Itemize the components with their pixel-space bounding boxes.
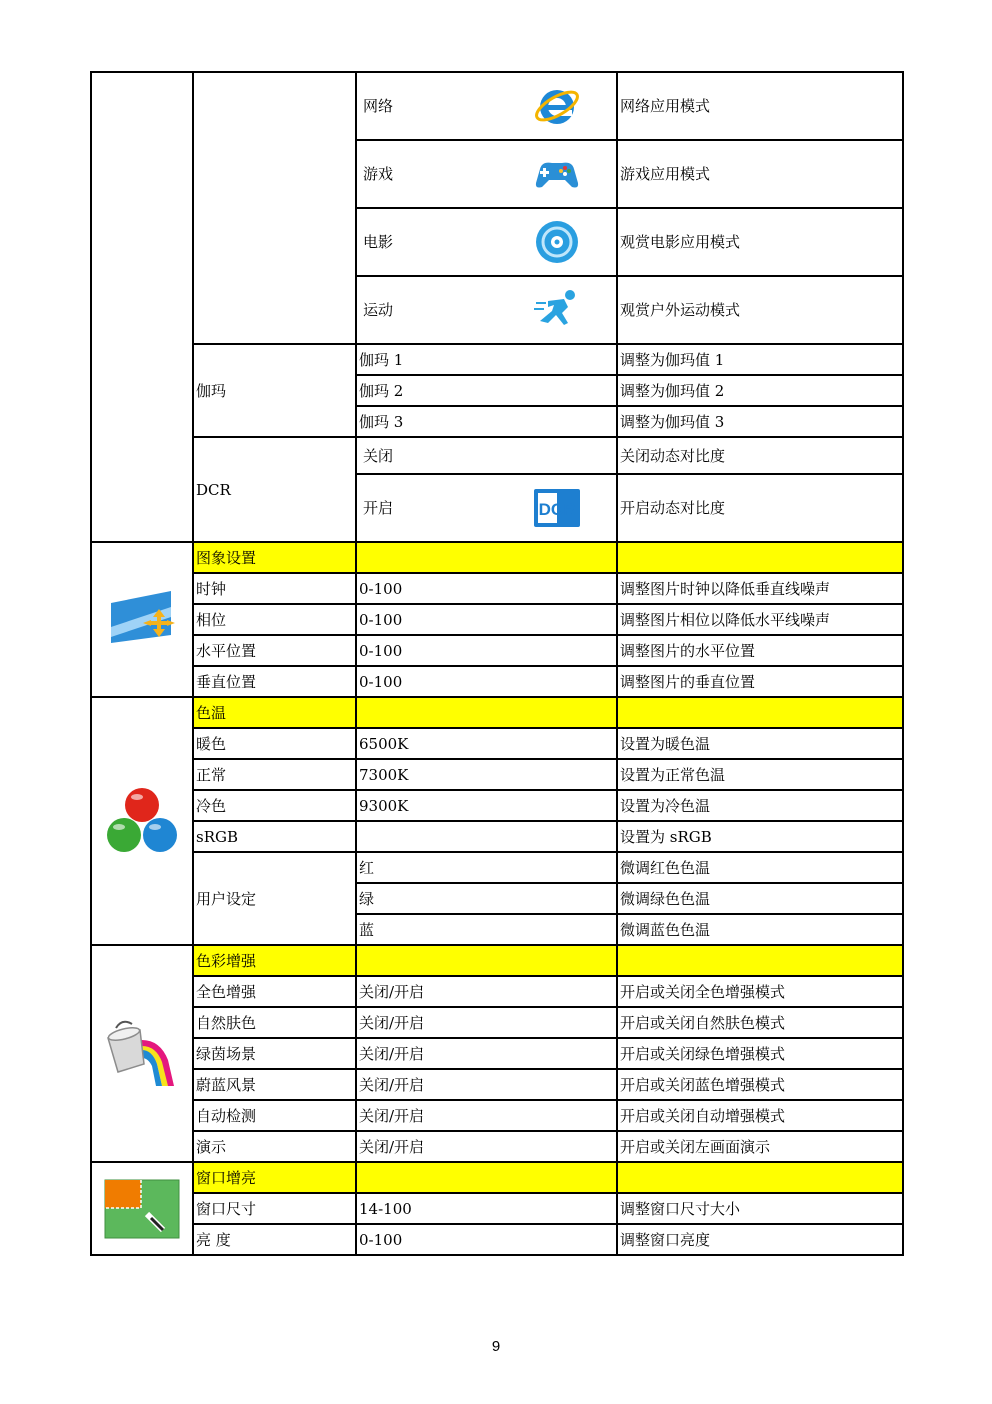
setting-desc: 调整窗口亮度 [617, 1224, 903, 1255]
setting-desc: 调整窗口尺寸大小 [617, 1193, 903, 1224]
setting-range: 14-100 [356, 1193, 617, 1224]
blank-item-cell [193, 72, 356, 344]
setting-range: 关闭/开启 [356, 1069, 617, 1100]
setting-range: 蓝 [356, 914, 617, 945]
highlight-cell [617, 1162, 903, 1193]
highlight-cell [356, 945, 617, 976]
setting-range: 关闭/开启 [356, 1100, 617, 1131]
color-temp-title: 色温 [193, 697, 356, 728]
highlight-cell [617, 697, 903, 728]
paint-bucket-rainbow-icon [102, 1016, 182, 1092]
dcr-on-cell [356, 474, 617, 542]
color-boost-title: 色彩增强 [193, 945, 356, 976]
rgb-balls-icon [104, 785, 180, 857]
runner-icon [532, 285, 582, 335]
highlight-cell [356, 1162, 617, 1193]
mode-cell [356, 140, 617, 208]
highlight-cell [356, 542, 617, 573]
internet-explorer-icon [532, 81, 582, 131]
table-row [91, 728, 903, 759]
setting-range: 6500K [356, 728, 617, 759]
setting-item: 暖色 [193, 728, 356, 759]
setting-desc: 调整图片的水平位置 [617, 635, 903, 666]
setting-desc: 调整图片的垂直位置 [617, 666, 903, 697]
dcr-icon-text: DCR [538, 500, 576, 519]
table-row [91, 573, 903, 604]
mode-desc: 观赏户外运动模式 [617, 276, 903, 344]
dcr-label: DCR [193, 437, 356, 542]
osd-menu-table [90, 71, 904, 1256]
mode-name: 游戏 [363, 165, 394, 183]
color-boost-icon-cell [91, 945, 193, 1162]
setting-desc: 微调绿色色温 [617, 883, 903, 914]
setting-item: 绿茵场景 [193, 1038, 356, 1069]
table-row [91, 697, 903, 728]
window-boost-icon [101, 1176, 183, 1242]
table-row [91, 945, 903, 976]
table-row [91, 759, 903, 790]
setting-desc: 设置为冷色温 [617, 790, 903, 821]
page-number: 9 [491, 1338, 501, 1355]
setting-desc: 开启或关闭绿色增强模式 [617, 1038, 903, 1069]
image-setup-title: 图象设置 [193, 542, 356, 573]
table-row [91, 666, 903, 697]
setting-item: 演示 [193, 1131, 356, 1162]
gamma-option: 伽玛 3 [356, 406, 617, 437]
setting-range: 0-100 [356, 573, 617, 604]
setting-item: 自动检测 [193, 1100, 356, 1131]
setting-item: 正常 [193, 759, 356, 790]
setting-range: 红 [356, 852, 617, 883]
table-row [91, 1224, 903, 1255]
highlight-cell [617, 945, 903, 976]
setting-range: 9300K [356, 790, 617, 821]
setting-range: 0-100 [356, 635, 617, 666]
setting-desc: 设置为正常色温 [617, 759, 903, 790]
table-row [91, 1007, 903, 1038]
color-temp-icon-cell [91, 697, 193, 945]
image-setup-icon [107, 587, 177, 653]
mode-desc: 观赏电影应用模式 [617, 208, 903, 276]
setting-range: 7300K [356, 759, 617, 790]
dcr-off-value: 关闭 [356, 437, 617, 474]
setting-desc: 开启或关闭自然肤色模式 [617, 1007, 903, 1038]
gamma-desc: 调整为伽玛值 3 [617, 406, 903, 437]
setting-item: 相位 [193, 604, 356, 635]
user-setting-label: 用户设定 [193, 852, 356, 945]
gamma-label: 伽玛 [193, 344, 356, 437]
setting-item: sRGB [193, 821, 356, 852]
setting-range: 关闭/开启 [356, 1038, 617, 1069]
setting-range: 关闭/开启 [356, 1007, 617, 1038]
table-row [91, 1131, 903, 1162]
table-row [91, 790, 903, 821]
table-row [91, 1193, 903, 1224]
table-row [91, 72, 903, 140]
table-row [91, 1038, 903, 1069]
window-boost-title: 窗口增亮 [193, 1162, 356, 1193]
gamma-option: 伽玛 1 [356, 344, 617, 375]
table-row [91, 344, 903, 375]
setting-range [356, 821, 617, 852]
gamma-desc: 调整为伽玛值 1 [617, 344, 903, 375]
table-row [91, 1100, 903, 1131]
dcr-on-value: 开启 [363, 499, 394, 517]
disc-icon [532, 217, 582, 267]
setting-desc: 微调蓝色色温 [617, 914, 903, 945]
blank-icon-cell [91, 72, 193, 542]
window-boost-icon-cell [91, 1162, 193, 1255]
setting-item: 蔚蓝风景 [193, 1069, 356, 1100]
setting-desc: 调整图片相位以降低水平线噪声 [617, 604, 903, 635]
mode-cell [356, 208, 617, 276]
setting-range: 0-100 [356, 666, 617, 697]
setting-item: 时钟 [193, 573, 356, 604]
gamepad-icon [532, 149, 582, 199]
setting-range: 0-100 [356, 604, 617, 635]
table-row [91, 852, 903, 883]
dcr-on-desc: 开启动态对比度 [617, 474, 903, 542]
mode-name: 网络 [363, 97, 394, 115]
highlight-cell [617, 542, 903, 573]
setting-range: 绿 [356, 883, 617, 914]
setting-item: 冷色 [193, 790, 356, 821]
setting-desc: 微调红色色温 [617, 852, 903, 883]
table-row [91, 1162, 903, 1193]
setting-item: 窗口尺寸 [193, 1193, 356, 1224]
table-row [91, 976, 903, 1007]
setting-desc: 设置为暖色温 [617, 728, 903, 759]
setting-range: 关闭/开启 [356, 1131, 617, 1162]
setting-desc: 设置为 sRGB [617, 821, 903, 852]
setting-item: 全色增强 [193, 976, 356, 1007]
table-row [91, 635, 903, 666]
setting-desc: 开启或关闭左画面演示 [617, 1131, 903, 1162]
image-setup-icon-cell [91, 542, 193, 697]
setting-desc: 开启或关闭蓝色增强模式 [617, 1069, 903, 1100]
table-row [91, 1069, 903, 1100]
dcr-off-desc: 关闭动态对比度 [617, 437, 903, 474]
setting-desc: 调整图片时钟以降低垂直线噪声 [617, 573, 903, 604]
mode-cell [356, 276, 617, 344]
mode-name: 电影 [363, 233, 394, 251]
setting-range: 0-100 [356, 1224, 617, 1255]
table-row [91, 604, 903, 635]
dcr-icon [532, 483, 582, 533]
setting-desc: 开启或关闭全色增强模式 [617, 976, 903, 1007]
mode-name: 运动 [363, 301, 394, 319]
setting-item: 自然肤色 [193, 1007, 356, 1038]
table-row [91, 437, 903, 474]
gamma-desc: 调整为伽玛值 2 [617, 375, 903, 406]
table-row [91, 542, 903, 573]
setting-item: 垂直位置 [193, 666, 356, 697]
setting-desc: 开启或关闭自动增强模式 [617, 1100, 903, 1131]
table-row [91, 821, 903, 852]
gamma-option: 伽玛 2 [356, 375, 617, 406]
mode-desc: 网络应用模式 [617, 72, 903, 140]
setting-item: 亮 度 [193, 1224, 356, 1255]
highlight-cell [356, 697, 617, 728]
setting-item: 水平位置 [193, 635, 356, 666]
setting-range: 关闭/开启 [356, 976, 617, 1007]
mode-cell [356, 72, 617, 140]
mode-desc: 游戏应用模式 [617, 140, 903, 208]
